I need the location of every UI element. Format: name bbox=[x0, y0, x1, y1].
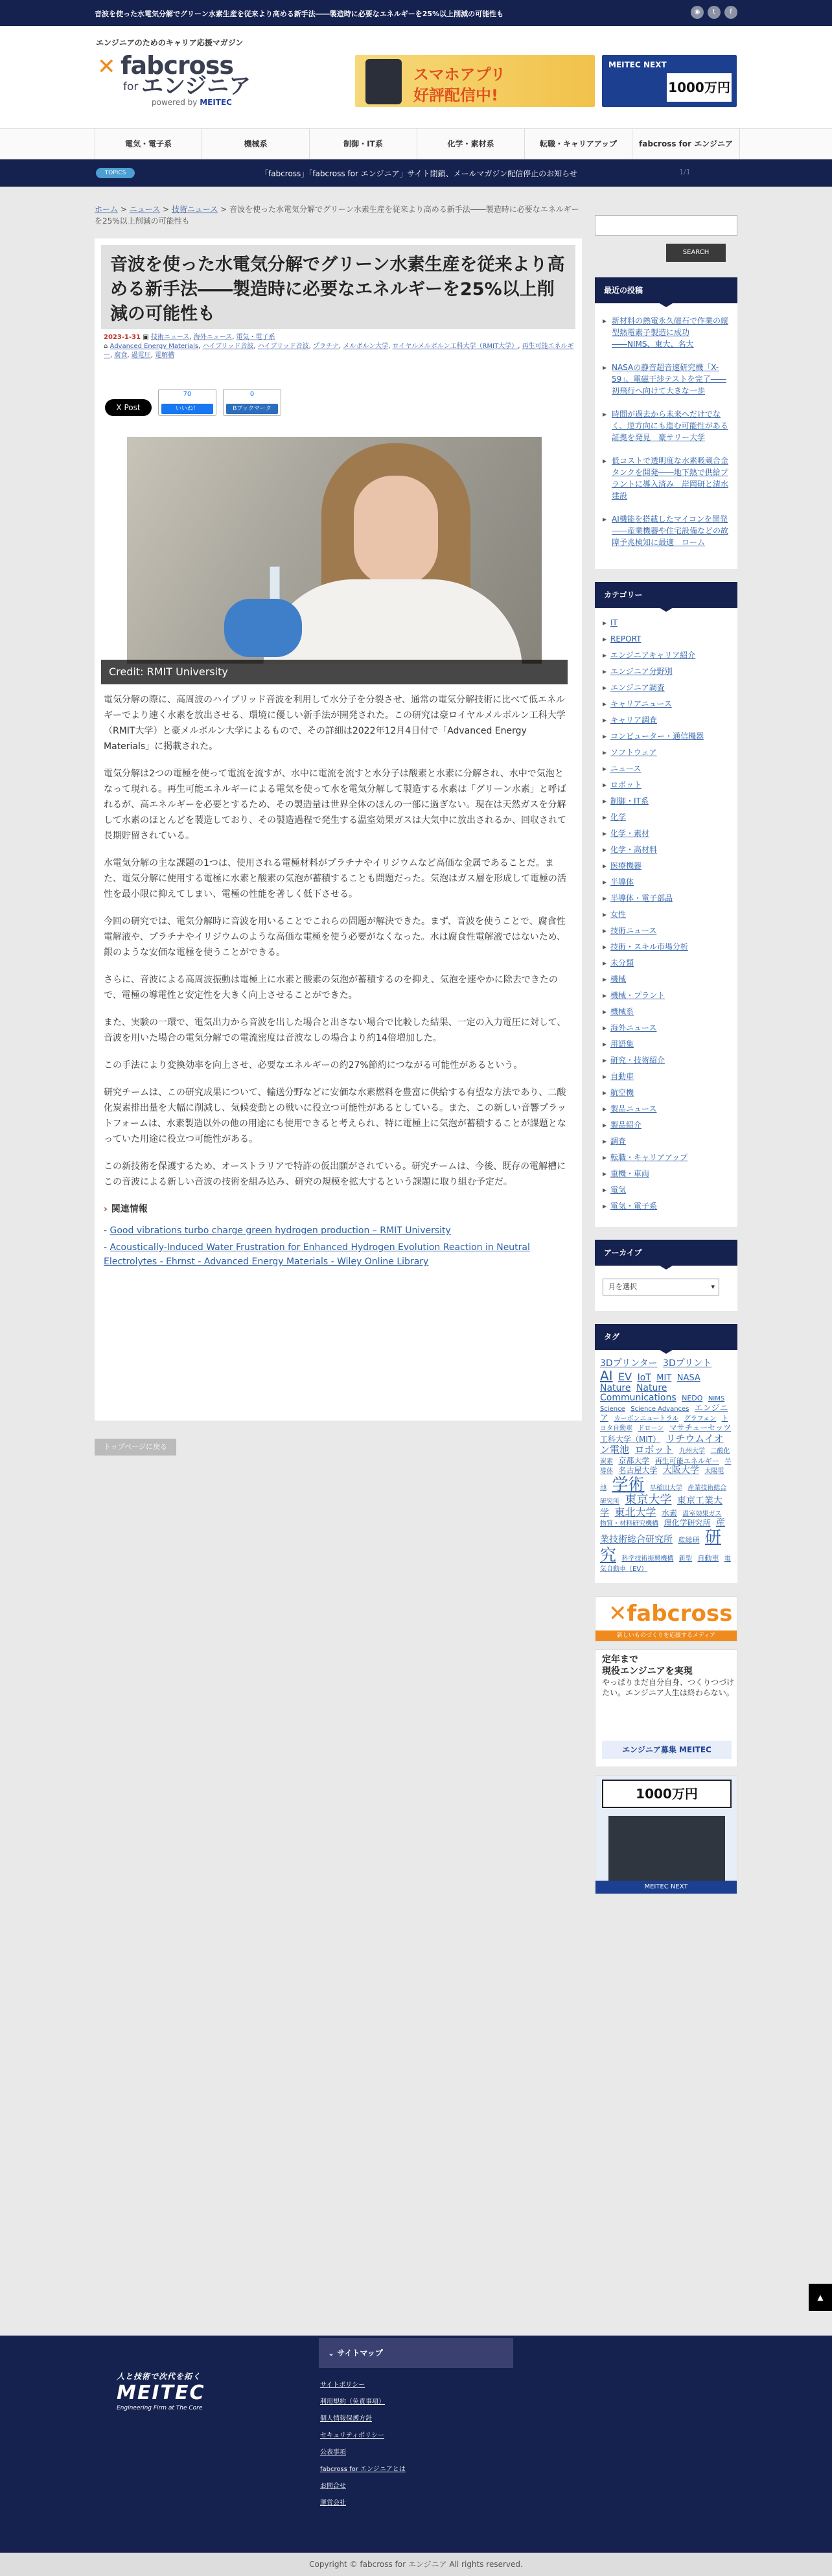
article-paragraph: 水電気分解の主な課題の1つは、使用される電極材料がプラチナやイリジウムなど高価な金属であることだ。また、電気分解に使用する電極に水素と酸素の気泡が蓄積することも問題だった。気泡はガス層を形成して電極の活性を最小限に抑えてしまい、電極の性能を著しく低下させる。 bbox=[104, 858, 566, 899]
recent-posts-widget bbox=[595, 277, 737, 569]
breadcrumb-home[interactable]: ホーム bbox=[95, 205, 119, 214]
meitec-next-banner[interactable] bbox=[602, 55, 737, 107]
recent-post-link[interactable]: ▸ NASAの静音超音速研究機「X-59」、電磁干渉テストを完了――初飛行へ向けて大きな一歩 bbox=[603, 362, 730, 397]
footer-links bbox=[320, 2377, 406, 2512]
category-link[interactable]: ▸ IT bbox=[603, 618, 730, 628]
tag-link[interactable]: リチウムイオン電池 bbox=[600, 1432, 724, 1456]
category-link[interactable]: ▸ エンジニアキャリア紹介 bbox=[603, 651, 730, 660]
category-link[interactable]: ▸ 医療機器 bbox=[603, 861, 730, 871]
career-ad-heading: 定年まで 現役エンジニアを実現 bbox=[602, 1654, 693, 1677]
tag-link[interactable]: 自動車 bbox=[697, 1553, 719, 1562]
category-link[interactable]: ▸ 自動車 bbox=[603, 1072, 730, 1082]
footer-link[interactable]: お問合せ bbox=[320, 2483, 346, 2490]
category-widget bbox=[595, 582, 737, 1227]
sitemap-heading-text: サイトマップ bbox=[337, 2349, 383, 2358]
nav-item-control-it[interactable]: 制御・IT系 bbox=[310, 129, 417, 159]
article-category[interactable]: 電気・電子系 bbox=[236, 334, 275, 341]
tag-link[interactable]: AI bbox=[600, 1368, 613, 1384]
category-link[interactable]: ▸ コンピューター・通信機器 bbox=[603, 732, 730, 741]
search-input[interactable] bbox=[595, 215, 737, 236]
category-link[interactable]: ▸ 航空機 bbox=[603, 1088, 730, 1098]
category-link[interactable]: ▸ 化学・素材 bbox=[603, 829, 730, 839]
tag-link[interactable]: 再生可能エネルギー bbox=[654, 1456, 719, 1465]
site-header bbox=[0, 26, 832, 128]
hatena-bookmark-count: 0 bbox=[249, 391, 255, 398]
category-link[interactable]: ▸ 技術・スキル市場分析 bbox=[603, 942, 730, 952]
tag-link[interactable]: 半導体 bbox=[600, 1457, 732, 1475]
top-bar bbox=[0, 0, 832, 26]
meitec-next-title: MEITEC NEXT bbox=[608, 60, 667, 69]
facebook-like-button[interactable] bbox=[158, 389, 216, 416]
facebook-like-label: いいね！ bbox=[161, 404, 213, 414]
tag-link[interactable]: 3Dプリンター bbox=[600, 1358, 658, 1369]
tag-link[interactable]: 早稲田大学 bbox=[649, 1485, 682, 1492]
category-link[interactable]: ▸ 化学・高材料 bbox=[603, 845, 730, 855]
tag-link[interactable]: 太陽電池 bbox=[600, 1467, 724, 1492]
related-heading bbox=[104, 1201, 570, 1217]
related-prefix: - bbox=[104, 1242, 108, 1253]
tag-cloud-heading: タグ bbox=[595, 1324, 737, 1350]
related-links bbox=[104, 1224, 570, 1269]
article-tag[interactable]: プラチナ bbox=[313, 343, 340, 350]
article-tag[interactable]: 腐食 bbox=[114, 352, 128, 359]
tag-link[interactable]: トヨタ自動車 bbox=[600, 1415, 728, 1433]
tag-cloud-widget bbox=[595, 1324, 737, 1583]
category-heading: カテゴリー bbox=[595, 582, 737, 608]
article-title-box bbox=[101, 245, 575, 329]
article-paragraph: 研究チームは、この研究成果について、輸送分野などに安価な水素燃料を豊富に供給する有望な方法であり、二酸化炭素排出量を大幅に削減し、気候変動との戦いに役立つ可能性があるとしている。また、この新しい音響プラットフォームは、水素製造以外の他の用途にも使用できると考えられ、特に電極上に気泡が蓄積することが課題となっていた用途に役立つ可能性がある。 bbox=[104, 1087, 566, 1144]
category-link[interactable]: ▸ 女性 bbox=[603, 910, 730, 920]
fabcross-ad-sub: 新しいものづくりを応援するメディア bbox=[595, 1630, 737, 1641]
article-paragraph: さらに、音波による高周波振動は電極上に水素と酸素の気泡が蓄積するのを抑え、気泡を速やかに除去できたので、電極の導電性と安定性を大きく向上させることができた。 bbox=[104, 975, 558, 1001]
related-item bbox=[104, 1240, 570, 1269]
article-tag[interactable]: ハイブリッド音波 bbox=[257, 343, 309, 350]
facebook-icon[interactable]: f bbox=[724, 6, 737, 19]
category-link[interactable]: ▸ エンジニア調査 bbox=[603, 683, 730, 693]
category-link[interactable]: ▸ 半導体 bbox=[603, 877, 730, 887]
breadcrumb-news[interactable]: ニュース bbox=[129, 205, 161, 214]
related-link[interactable]: Acoustically-Induced Water Frustration for Enhanced Hydrogen Evolution Reaction in Neutral Electrolytes - Ehrnst - Advanced Energy Materials - Wiley Online Library bbox=[104, 1242, 530, 1267]
x-post-button[interactable]: X Post bbox=[105, 399, 152, 416]
tag-link[interactable]: ロボット bbox=[634, 1444, 674, 1456]
tag-link[interactable]: Nature Communications bbox=[600, 1382, 676, 1404]
related-item bbox=[104, 1224, 570, 1238]
tag-link[interactable]: MIT bbox=[656, 1373, 672, 1384]
page-top-button[interactable]: ▲ bbox=[809, 2284, 832, 2311]
nav-item-career[interactable]: 転職・キャリアアップ bbox=[525, 129, 632, 159]
footer-link[interactable]: 公表事項 bbox=[320, 2449, 346, 2456]
breadcrumb-sep: > bbox=[162, 205, 170, 214]
category-link[interactable]: ▸ 用語集 bbox=[603, 1039, 730, 1049]
category-link[interactable]: ▸ 機械 bbox=[603, 975, 730, 984]
category-link[interactable]: ▸ 化学 bbox=[603, 813, 730, 822]
career-ad-footer: エンジニア募集 MEITEC bbox=[602, 1741, 732, 1759]
footer-link[interactable]: 利用規約（免責事項） bbox=[320, 2398, 385, 2406]
related-prefix: - bbox=[104, 1225, 108, 1236]
topics-link[interactable]: 「fabcross」「fabcross for エンジニア」サイト閉鎖、メールマガジン配信停止のお知らせ bbox=[260, 169, 577, 178]
logo-x-icon: ✕ bbox=[97, 54, 116, 80]
tag-link[interactable]: 名古屋大学 bbox=[618, 1465, 658, 1475]
fabcross-ad[interactable] bbox=[595, 1596, 737, 1642]
article-paragraph: また、実験の一環で、電気出力から音波を出した場合と出さない場合で比較した結果、一定の入力電圧に対して、音波を用いた場合の電気分解での電流密度は音波なしの場合より約14倍増加した。 bbox=[104, 1017, 566, 1043]
recent-post-link[interactable]: ▸ 時間が過去から未来へだけでなく、逆方向にも進む可能性がある証拠を発見 豪サリー大学 bbox=[603, 408, 730, 443]
tag-link[interactable]: 3Dプリント bbox=[663, 1358, 712, 1369]
tag-link[interactable]: IoT bbox=[637, 1373, 651, 1384]
search-button[interactable]: SEARCH bbox=[666, 244, 726, 262]
tag-link[interactable]: 水素 bbox=[661, 1508, 677, 1518]
category-link[interactable]: ▸ 制御・IT系 bbox=[603, 796, 730, 806]
tag-link[interactable]: ドローン bbox=[638, 1425, 664, 1433]
article-tag[interactable]: ロイヤルメルボルン工科大学（RMIT大学） bbox=[392, 343, 518, 350]
photo-glove bbox=[224, 599, 302, 657]
article-date: 2023-1-31 bbox=[104, 334, 141, 341]
career-ad-body: やっぱりまだ自分自身、つくりつづけたい。エンジニア人生は終わらない。 bbox=[602, 1677, 735, 1697]
nav-item-electrical[interactable]: 電気・電子系 bbox=[95, 129, 202, 159]
facebook-like-count: 70 bbox=[183, 391, 192, 398]
tag-link[interactable]: 温室効果ガス bbox=[682, 1510, 722, 1518]
career-ad[interactable] bbox=[595, 1649, 737, 1767]
tag-link[interactable]: 産業技術総合研究所 bbox=[600, 1517, 725, 1546]
article-category[interactable]: 技術ニュース bbox=[150, 334, 190, 341]
category-link[interactable]: ▸ ソフトウェア bbox=[603, 748, 730, 758]
category-link[interactable]: ▸ キャリアニュース bbox=[603, 699, 730, 709]
category-link[interactable]: ▸ 技術ニュース bbox=[603, 926, 730, 936]
category-link[interactable]: ▸ 調査 bbox=[603, 1137, 730, 1146]
footer-link[interactable]: セキュリティポリシー bbox=[320, 2432, 384, 2439]
category-link[interactable]: ▸ 電気 bbox=[603, 1185, 730, 1195]
nav-item-chemical[interactable]: 化学・素材系 bbox=[417, 129, 525, 159]
chevron-down-icon: ⌄ bbox=[328, 2349, 338, 2358]
category-link[interactable]: ▸ 転職・キャリアアップ bbox=[603, 1153, 730, 1163]
tag-link[interactable]: Nature bbox=[600, 1382, 631, 1393]
breadcrumb bbox=[95, 203, 582, 227]
category-link[interactable]: ▸ 機械系 bbox=[603, 1007, 730, 1017]
tag-link[interactable]: 産業技術総合研究所 bbox=[600, 1485, 727, 1505]
photo-lab-coat bbox=[263, 579, 522, 664]
search-widget bbox=[595, 203, 737, 264]
footer-link[interactable]: 個人情報保護方針 bbox=[320, 2415, 372, 2422]
article-category[interactable]: 海外ニュース bbox=[193, 334, 233, 341]
category-link[interactable]: ▸ 製品ニュース bbox=[603, 1104, 730, 1114]
article-body bbox=[104, 692, 570, 1271]
logo-engineer: エンジニア bbox=[141, 73, 251, 99]
photo-face bbox=[354, 476, 438, 586]
category-link[interactable]: ▸ エンジニア分野別 bbox=[603, 667, 730, 677]
tag-link[interactable]: 学術 bbox=[612, 1475, 645, 1494]
article-paragraph: 電気分解は2つの電極を使って電流を流すが、水中に電流を流すと水分子は酸素と水素に分解され、水中で気泡となって現れる。再生可能エネルギーによる電気を使って水を電気分解して製造する水素は「グリーン水素」と呼ばれるが、高エネルギーを必要とするため、その製造量は世界全体のほんの一部に過ぎない。現在は天然ガスを分解して水素のほとんどを製造しており、その製造過程で発生する温室効果ガスは大気中に放出されるか、回収されて長期貯留されている。 bbox=[104, 769, 566, 841]
tag-link[interactable]: 産総研 bbox=[678, 1536, 700, 1545]
tag-link[interactable]: 東京大学 bbox=[625, 1492, 672, 1507]
twitter-icon[interactable]: t bbox=[708, 6, 721, 19]
social-icons bbox=[691, 6, 737, 19]
meitec-next-ad[interactable] bbox=[595, 1775, 737, 1894]
article-tag[interactable]: メルボルン大学 bbox=[343, 343, 389, 350]
app-banner-line1: スマホアプリ bbox=[413, 65, 506, 84]
back-to-top-button[interactable]: トップページに戻る bbox=[95, 1439, 176, 1456]
top-bar-title: 音波を使った水電気分解でグリーン水素生産を従来より高める新手法――製造時に必要なエネルギーを25%以上削減の可能性も bbox=[95, 10, 504, 18]
share-buttons bbox=[105, 389, 281, 416]
tag-link[interactable]: 理化学研究所 bbox=[664, 1518, 711, 1527]
footer-slogan: 人と技術で次代を拓く bbox=[117, 2372, 202, 2381]
tag-link[interactable]: 東北大学 bbox=[614, 1505, 656, 1518]
footer-brand-sub: Engineering Firm at The Core bbox=[117, 2405, 203, 2411]
site-logo[interactable] bbox=[97, 51, 259, 107]
article-paragraph: 電気分解の際に、高周波のハイブリッド音波を利用して水分子を分裂させ、通常の電気分解技術に比べて低エネルギーでより速く水素を放出させる、環境に優しい新手法が開発された。この研究は豪ロイヤルメルボルン工科大学（RMIT大学）と豪メルボルン大学によるもので、その詳細は2022年12月4日付で「Advanced Energy Materials」に掲載された。 bbox=[104, 695, 566, 752]
breadcrumb-tech[interactable]: 技術ニュース bbox=[171, 205, 218, 214]
recent-post-link[interactable]: ▸ AI機能を搭載したマイコンを開発――産業機器や住宅設備などの故障予兆検知に最適 ローム bbox=[603, 513, 730, 548]
meitec-next-ad-amount: 1000万円 bbox=[602, 1780, 732, 1808]
tag-link[interactable]: 電気自動車（EV） bbox=[600, 1555, 731, 1573]
chevron-right-icon: › bbox=[104, 1204, 108, 1214]
meitec-next-ad-footer: MEITEC NEXT bbox=[595, 1881, 737, 1894]
logo-for: for bbox=[123, 80, 139, 93]
category-link[interactable]: ▸ ニュース bbox=[603, 764, 730, 774]
tag-link[interactable]: NEDO bbox=[682, 1394, 703, 1403]
hatena-bookmark-button[interactable] bbox=[223, 389, 281, 416]
category-link[interactable]: ▸ REPORT bbox=[603, 634, 730, 644]
article-photo bbox=[127, 437, 542, 664]
tag-link[interactable]: マサチューセッツ工科大学（MIT） bbox=[600, 1423, 732, 1444]
category-link[interactable]: ▸ キャリア調査 bbox=[603, 715, 730, 725]
tag-link[interactable]: カーボンニュートラル bbox=[614, 1415, 679, 1422]
category-link[interactable]: ▸ 半導体・電子部品 bbox=[603, 894, 730, 903]
topics-badge: TOPICS bbox=[96, 168, 135, 178]
category-link[interactable]: ▸ 製品紹介 bbox=[603, 1120, 730, 1130]
nav-item-about[interactable]: fabcross for エンジニア bbox=[632, 129, 740, 159]
tag-icon: ⌂ bbox=[104, 343, 110, 350]
tag-link[interactable]: 科学技術振興機構 bbox=[621, 1555, 674, 1562]
category-link[interactable]: ▸ 未分類 bbox=[603, 958, 730, 968]
recent-post-link[interactable]: ▸ 低コストで透明度な水素吸蔵合金タンクを開発――地下熱で供給プラントに導入済み 岸岡研と清水建設 bbox=[603, 455, 730, 502]
article-tag[interactable]: Advanced Energy Materials bbox=[110, 343, 199, 350]
fabcross-ad-title: ✕fabcross bbox=[608, 1600, 733, 1627]
archive-heading: アーカイブ bbox=[595, 1240, 737, 1266]
breadcrumb-sep: > bbox=[120, 205, 127, 214]
breadcrumb-current: 音波を使った水電気分解でグリーン水素生産を従来より高める新手法――製造時に必要なエネルギーを25%以上削減の可能性も bbox=[95, 205, 579, 226]
article-meta: 2023-1-31 ▣ 技術ニュース, 海外ニュース, 電気・電子系 ⌂ Advanced Energy Materials, ハイブリッド音波, ハイブリッド音波, プラチナ, メルボルン大学, ロイヤルメルボルン工科大学（RMIT大学）, 再生可能エネルギー, 腐食, 過電圧, 電解槽 bbox=[104, 334, 574, 359]
tag-link[interactable]: グラフェン bbox=[684, 1415, 717, 1422]
tag-link[interactable]: Science bbox=[600, 1405, 625, 1413]
app-banner[interactable] bbox=[355, 55, 595, 107]
tag-link[interactable]: 東京工業大学 bbox=[600, 1495, 722, 1518]
footer-logo[interactable] bbox=[117, 2371, 227, 2411]
tag-link[interactable]: 京都大学 bbox=[618, 1456, 650, 1465]
article-tag[interactable]: 電解槽 bbox=[155, 352, 175, 359]
tag-link[interactable]: 新型 bbox=[678, 1555, 692, 1562]
category-link[interactable]: ▸ 重機・車両 bbox=[603, 1169, 730, 1179]
tag-link[interactable]: NIMS bbox=[708, 1395, 725, 1403]
related-heading-text: 関連情報 bbox=[111, 1204, 148, 1214]
article-paragraph: 今回の研究では、電気分解時に音波を用いることでこれらの問題が解決できた。まず、音波を使うことで、腐食性電解液や、プラチナやイリジウムのような高価な電極を使う必要がなくなった。水は腐食性電解液ではないため、銀のような安価な電極を使うことができる。 bbox=[104, 916, 566, 958]
category-link[interactable]: ▸ 海外ニュース bbox=[603, 1023, 730, 1033]
archive-month-select[interactable]: 月を選択 ▾ bbox=[603, 1279, 719, 1295]
tag-link[interactable]: 大阪大学 bbox=[662, 1465, 699, 1476]
sitemap-heading[interactable] bbox=[319, 2338, 513, 2368]
nav-item-mechanical[interactable]: 機械系 bbox=[202, 129, 310, 159]
monitor-icon bbox=[608, 1816, 725, 1881]
footer-link[interactable]: 運営会社 bbox=[320, 2500, 346, 2507]
recent-posts-heading: 最近の投稿 bbox=[595, 277, 737, 303]
category-link[interactable]: ▸ 研究・技術紹介 bbox=[603, 1056, 730, 1065]
recent-post-link[interactable]: ▸ 新材料の熱電永久磁石で作業の縦型熱電素子製造に成功――NIMS、東大、名大 bbox=[603, 315, 730, 350]
footer-link[interactable]: サイトポリシー bbox=[320, 2382, 365, 2389]
article-tag[interactable]: 再生可能エネルギー bbox=[104, 343, 574, 359]
topics-pager: 1/1 bbox=[679, 168, 691, 176]
site-footer bbox=[0, 2336, 832, 2553]
site-tagline: エンジニアのためのキャリア応援マガジン bbox=[96, 38, 244, 47]
tag-link[interactable]: Science Advances bbox=[630, 1405, 689, 1413]
article-paragraph: この新技術を保護するため、オーストラリアで特許の仮出願がされている。研究チームは、今後、既存の電解槽にこの音波による新しい音波の技術を組み込み、研究の規模を拡大するという課題に取り組む予定だ。 bbox=[104, 1161, 566, 1187]
article bbox=[95, 238, 582, 1421]
category-link[interactable]: ▸ ロボット bbox=[603, 780, 730, 790]
article-title: 音波を使った水電気分解でグリーン水素生産を従来より高める新手法――製造時に必要なエネルギーを25%以上削減の可能性も bbox=[110, 255, 565, 324]
photo-credit: Credit: RMIT University bbox=[101, 660, 568, 684]
phone-icon bbox=[365, 59, 402, 104]
logo-powered: powered by MEITEC bbox=[152, 98, 232, 107]
footer-brand: MEITEC bbox=[117, 2382, 205, 2404]
tag-link[interactable]: EV bbox=[618, 1371, 632, 1384]
tag-link[interactable]: 二酸化炭素 bbox=[600, 1448, 730, 1465]
sidebar bbox=[595, 203, 737, 1902]
rss-icon[interactable]: ◉ bbox=[691, 6, 704, 19]
copyright: Copyright © fabcross for エンジニア All rights reserved. bbox=[0, 2553, 832, 2576]
footer-link[interactable]: fabcross for エンジニアとは bbox=[320, 2466, 406, 2473]
global-nav bbox=[0, 128, 832, 159]
category-link[interactable]: ▸ 機械・プラント bbox=[603, 991, 730, 1001]
tag-link[interactable]: 九州大学 bbox=[678, 1448, 705, 1456]
tag-link[interactable]: エンジニア bbox=[600, 1403, 728, 1423]
tag-link[interactable]: 物質・材料研究機構 bbox=[600, 1520, 658, 1527]
article-tag[interactable]: ハイブリッド音波 bbox=[202, 343, 254, 350]
tag-link[interactable]: 研究 bbox=[600, 1527, 721, 1564]
article-tag[interactable]: 過電圧 bbox=[131, 352, 151, 359]
category-link[interactable]: ▸ 電気・電子系 bbox=[603, 1201, 730, 1211]
related-link[interactable]: Good vibrations turbo charge green hydrogen production – RMIT University bbox=[110, 1225, 451, 1236]
article-paragraph: この手法により変換効率を向上させ、必要なエネルギーの約27%節約につながる可能性があるという。 bbox=[104, 1060, 523, 1071]
tag-link[interactable]: NASA bbox=[676, 1373, 700, 1384]
breadcrumb-sep: > bbox=[220, 205, 227, 214]
meitec-next-amount: 1000万円 bbox=[667, 73, 732, 102]
logo-fabcross: fabcross bbox=[121, 51, 233, 80]
app-banner-line2: 好評配信中! bbox=[413, 86, 498, 104]
topics-bar bbox=[0, 159, 832, 187]
category-icon: ▣ bbox=[143, 334, 151, 341]
archive-widget bbox=[595, 1240, 737, 1311]
hatena-bookmark-label: Bブックマーク bbox=[226, 404, 278, 414]
